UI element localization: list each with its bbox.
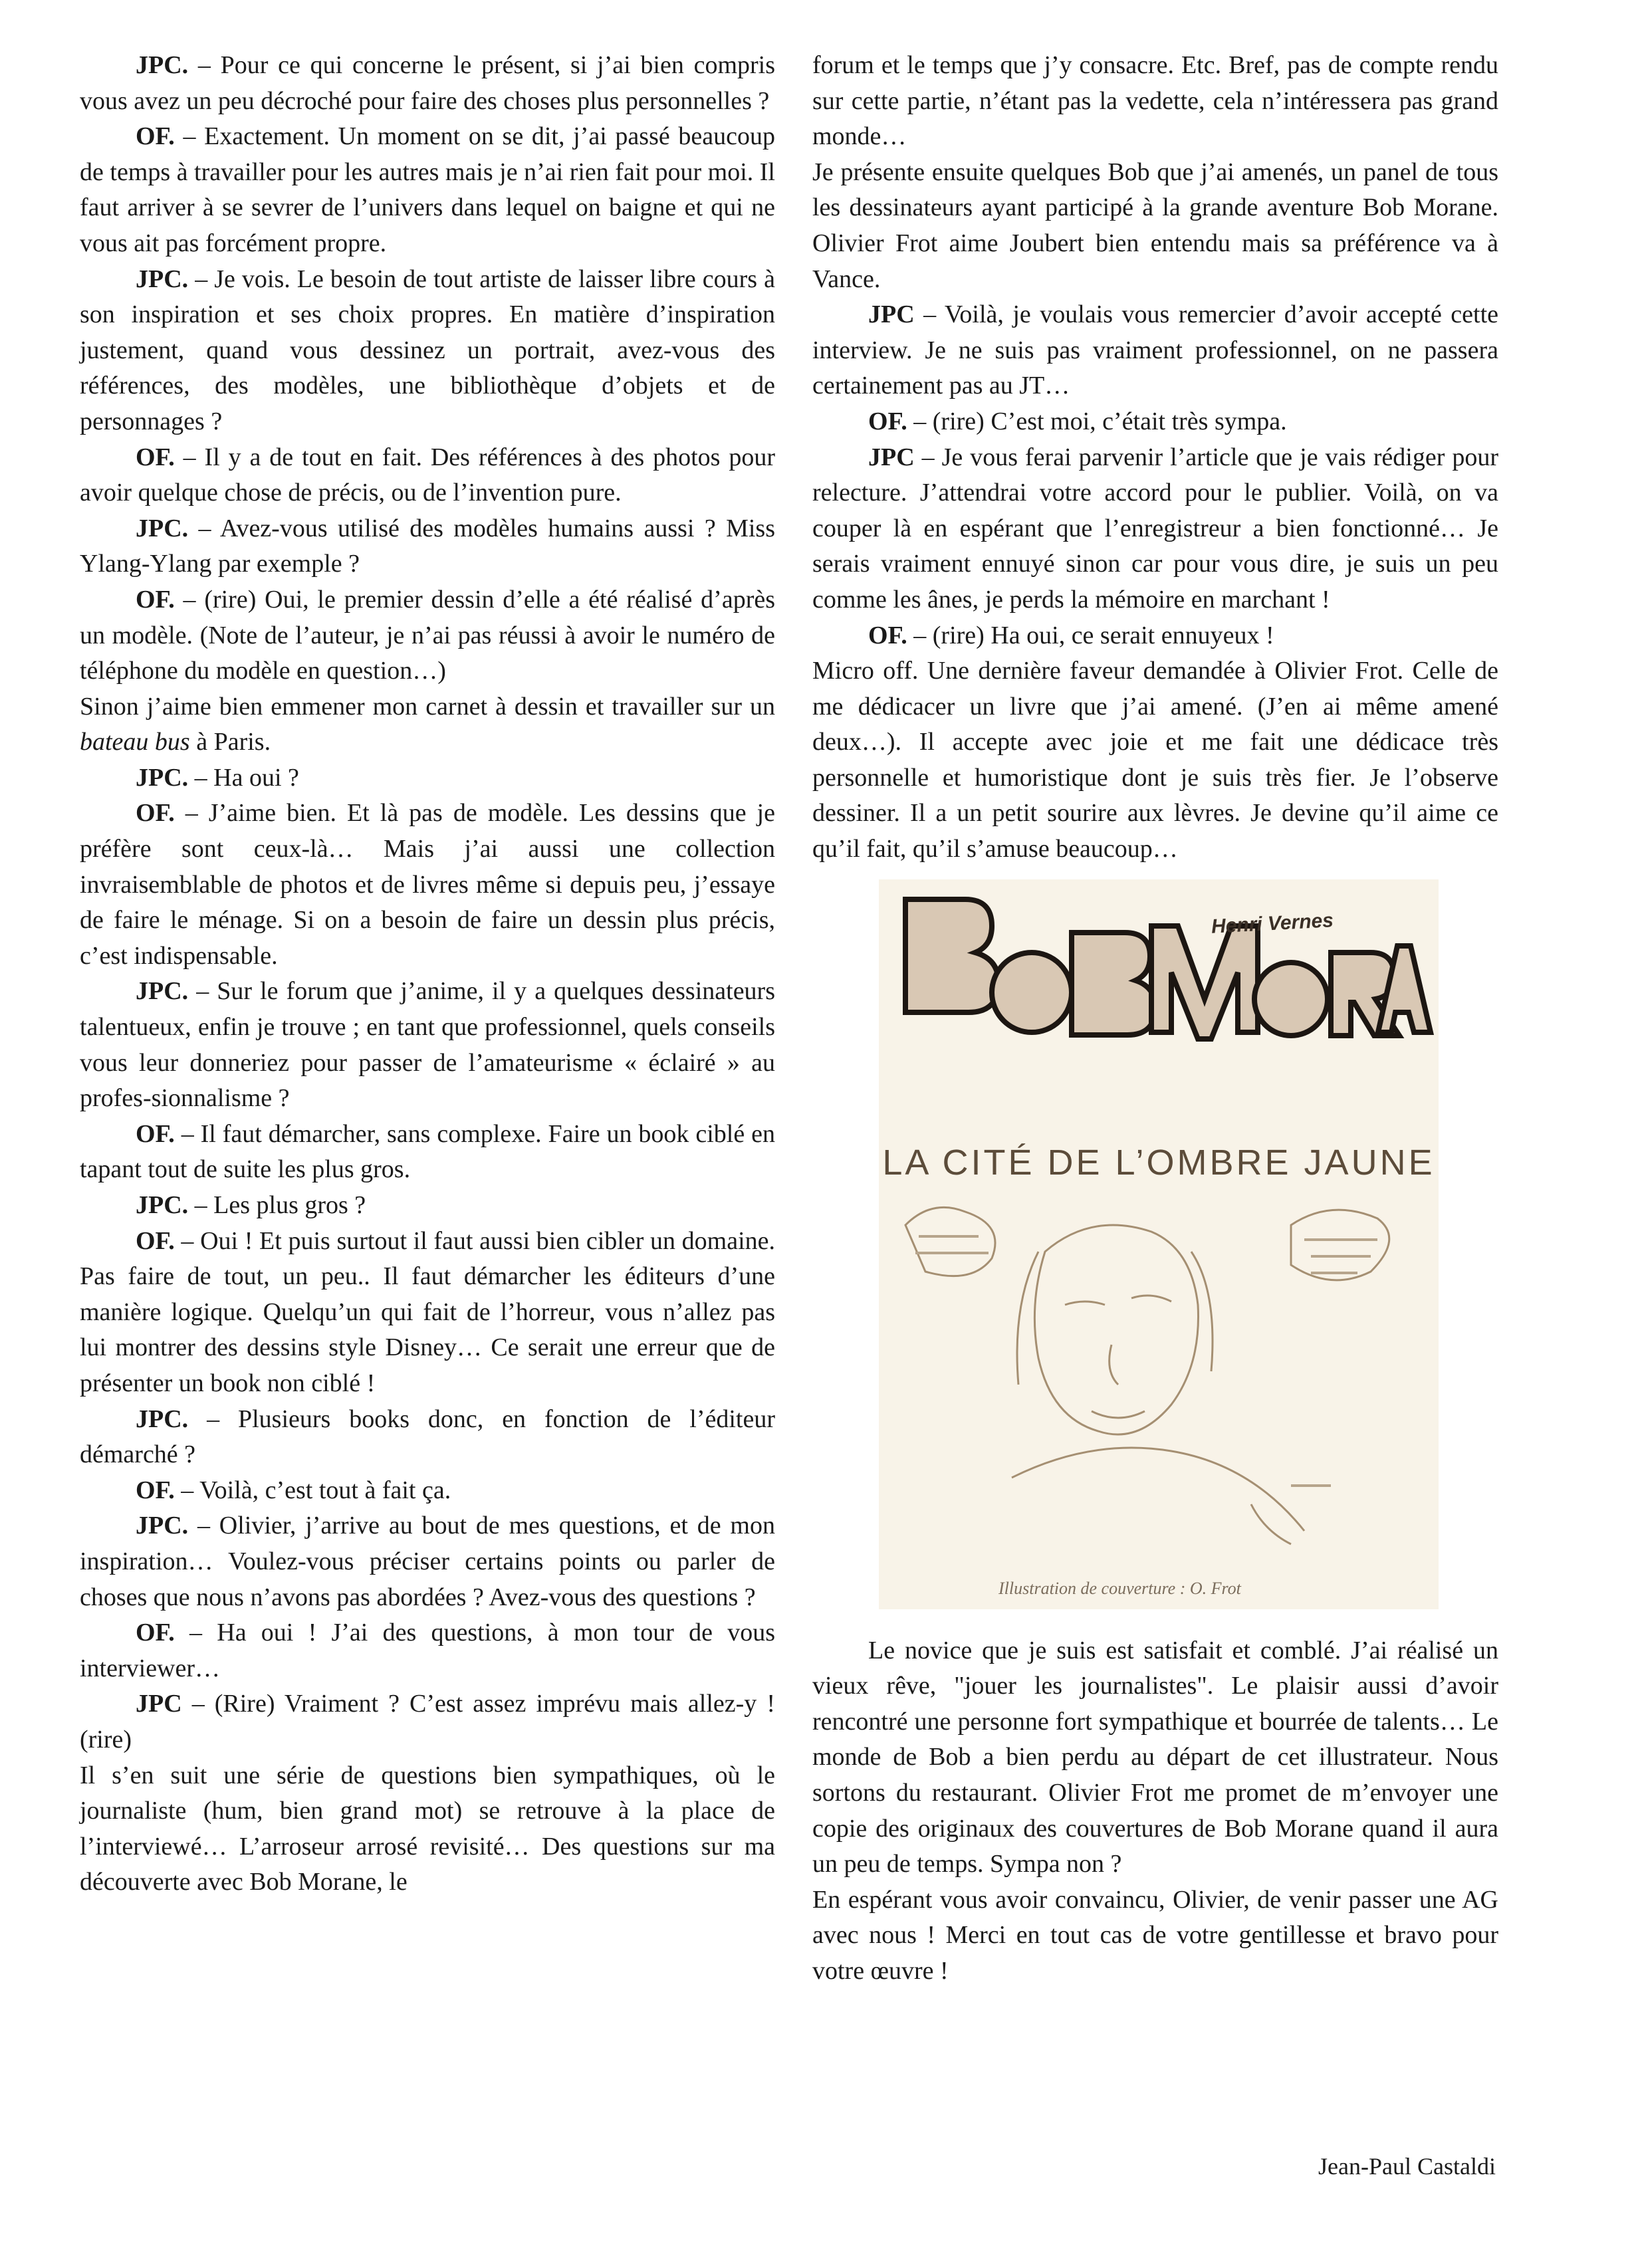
- speaker-label: JPC.: [136, 1191, 189, 1219]
- paragraph: [812, 618, 1498, 654]
- italic-text: bateau bus: [80, 728, 190, 756]
- paragraph: [80, 689, 775, 760]
- paragraph-text: – Exactement. Un moment on se dit, j’ai passé beaucoup de temps à travailler pour les autres mais je n’ai rien fait pour moi. Il faut arriver à se sevrer de l’univers dans lequel on baigne et qui ne vous ait pas forcément propre.: [80, 122, 775, 257]
- paragraph: [80, 1117, 775, 1188]
- paragraph: [812, 404, 1498, 440]
- paragraph-text-tail: à Paris.: [189, 728, 271, 756]
- paragraph: [812, 1882, 1498, 1989]
- left-column: [80, 48, 775, 1900]
- paragraph: [80, 1402, 775, 1473]
- speaker-label: JPC: [136, 1690, 182, 1718]
- paragraph-text: Le novice que je suis est satisfait et comblé. J’ai réalisé un vieux rêve, "jouer les journalistes". Le plaisir aussi d’avoir rencontré une personne fort sympathique et bourrée de talents… Le monde de Bob a bien perdu au départ de cet illustrateur. Nous sortons du restaurant. Olivier Frot me promet de m’envoyer une copie des originaux des couvertures de Bob Morane quand il aura un peu de temps. Sympa non ?: [812, 1636, 1498, 1878]
- speaker-label: JPC.: [136, 1512, 189, 1540]
- right-column-text: [812, 48, 1498, 867]
- paragraph: [80, 974, 775, 1116]
- paragraph: [80, 582, 775, 689]
- speaker-label: OF.: [868, 407, 907, 435]
- paragraph-text: forum et le temps que j’y consacre. Etc. Bref, pas de compte rendu sur cette partie, n’étant pas la vedette, cela n’intéressera pas grand monde…: [812, 51, 1498, 151]
- paragraph: [80, 760, 775, 796]
- cover-credit: Illustration de couverture : O. Frot: [998, 1578, 1241, 1598]
- paragraph: [812, 653, 1498, 867]
- paragraph-text: – Voilà, c’est tout à fait ça.: [174, 1476, 451, 1504]
- speaker-label: OF.: [136, 1619, 175, 1647]
- speaker-label: JPC: [868, 443, 915, 471]
- paragraph-text: – (rire) Ha oui, ce serait ennuyeux !: [907, 621, 1274, 649]
- paragraph-text: – Il y a de tout en fait. Des références à des photos pour avoir quelque chose de précis, ou de l’invention pure.: [80, 443, 775, 507]
- paragraph: [80, 1615, 775, 1686]
- speaker-label: JPC.: [136, 1405, 189, 1433]
- paragraph-text: – Plusieurs books donc, en fonction de l’éditeur démarché ?: [80, 1405, 775, 1469]
- paragraph: [812, 297, 1498, 404]
- paragraph-text: Sinon j’aime bien emmener mon carnet à dessin et travailler sur un: [80, 692, 775, 721]
- speaker-label: OF.: [868, 621, 907, 649]
- paragraph-text: – (rire) C’est moi, c’était très sympa.: [907, 407, 1287, 435]
- speaker-label: JPC.: [136, 763, 189, 792]
- paragraph-text: Il s’en suit une série de questions bien sympathiques, où le journaliste (hum, bien grand mot) se retrouve à la place de l’interviewé… L’arroseur arrosé revisité… Des questions sur ma découverte avec Bob Morane, le: [80, 1761, 775, 1896]
- speaker-label: JPC.: [136, 977, 189, 1006]
- paragraph-text: – Il faut démarcher, sans complexe. Faire un book ciblé en tapant tout de suite les plus gros.: [80, 1119, 775, 1184]
- book-cover-illustration: [879, 879, 1439, 1609]
- paragraph-text: – Je vous ferai parvenir l’article que je vais rédiger pour relecture. J’attendrai votre accord pour le publier. Voilà, on va couper là en espérant que l’enregistreur a bien fonctionné… Je serais vraiment ennuyé sinon car pour vous dire, je suis un peu comme les ânes, je perds la mémoire en marchant !: [812, 443, 1498, 614]
- paragraph: [80, 1508, 775, 1615]
- paragraph: [80, 119, 775, 261]
- paragraph: [812, 48, 1498, 155]
- speaker-label: JPC: [868, 300, 915, 329]
- paragraph: [812, 155, 1498, 297]
- paragraph-text: – Ha oui ! J’ai des questions, à mon tour de vous interviewer…: [80, 1619, 775, 1682]
- paragraph: [80, 1758, 775, 1900]
- paragraph-text: – Ha oui ?: [188, 763, 299, 792]
- speaker-label: JPC.: [136, 51, 189, 79]
- paragraph-text: – J’aime bien. Et là pas de modèle. Les dessins que je préfère sont ceux-là… Mais j’ai aussi une collection invraisemblable de photos et de livres même si depuis peu, j’essaye de faire le ménage. Si on a besoin de faire un dessin plus précis, c’est indispensable.: [80, 799, 775, 970]
- paragraph-text: – Voilà, je voulais vous remercier d’avoir accepté cette interview. Je ne suis pas vraiment professionnel, on ne passera certainement pas au JT…: [812, 300, 1498, 400]
- paragraph: [80, 1188, 775, 1224]
- speaker-label: OF.: [136, 122, 175, 151]
- paragraph-text: – (rire) Oui, le premier dessin d’elle a été réalisé d’après un modèle. (Note de l’auteur, je n’ai pas réussi à avoir le numéro de téléphone du modèle en question…): [80, 585, 775, 685]
- speaker-label: OF.: [136, 585, 175, 614]
- paragraph: [80, 48, 775, 119]
- speaker-label: OF.: [136, 1119, 175, 1148]
- cover-author: Henri Vernes: [1211, 909, 1334, 938]
- paragraph: [80, 1686, 775, 1758]
- paragraph: [812, 440, 1498, 618]
- cover-title: LA CITÉ DE L’OMBRE JAUNE: [882, 1142, 1435, 1183]
- paragraph-text: – (Rire) Vraiment ? C’est assez imprévu mais allez-y ! (rire): [80, 1690, 775, 1754]
- paragraph-text: – Je vois. Le besoin de tout artiste de laisser libre cours à son inspiration et ses choix propres. En matière d’inspiration justement, quand vous dessinez un portrait, avez-vous des références, des modèles, une bibliothèque d’objets et de personnages ?: [80, 265, 775, 435]
- paragraph-text: – Olivier, j’arrive au bout de mes questions, et de mon inspiration… Voulez-vous préciser certains points ou parler de choses que nous n’avons pas abordées ? Avez-vous des questions ?: [80, 1512, 775, 1611]
- paragraph-text: – Pour ce qui concerne le présent, si j’ai bien compris vous avez un peu décroché pour faire des choses plus personnelles ?: [80, 51, 775, 115]
- paragraph: [80, 1473, 775, 1509]
- paragraph: [80, 440, 775, 511]
- paragraph-text: En espérant vous avoir convaincu, Olivier, de venir passer une AG avec nous ! Merci en tout cas de votre gentillesse et bravo pour votre œuvre !: [812, 1885, 1498, 1985]
- paragraph-text: – Les plus gros ?: [188, 1191, 366, 1219]
- cover-artwork: [879, 879, 1439, 1609]
- paragraph-text: Micro off. Une dernière faveur demandée à Olivier Frot. Celle de me dédicacer un livre que j’ai amené. (J’en ai même amené deux…). Il accepte avec joie et me fait une dédicace très personnelle et humoristique dont je suis très fier. Je l’observe dessiner. Il a un petit sourire aux lèvres. Je devine qu’il aime ce qu’il fait, qu’il s’amuse beaucoup…: [812, 657, 1498, 863]
- speaker-label: JPC.: [136, 514, 189, 542]
- right-column: [812, 48, 1498, 1989]
- speaker-label: JPC.: [136, 265, 189, 293]
- author-signature: Jean-Paul Castaldi: [1318, 2153, 1496, 2180]
- paragraph-text: – Avez-vous utilisé des modèles humains aussi ? Miss Ylang-Ylang par exemple ?: [80, 514, 775, 578]
- speaker-label: OF.: [136, 1476, 175, 1504]
- speaker-label: OF.: [136, 1226, 175, 1255]
- paragraph: [80, 511, 775, 582]
- paragraph-text: – Oui ! Et puis surtout il faut aussi bien cibler un domaine. Pas faire de tout, un peu.. Il faut démarcher les éditeurs d’une manière logique. Quelqu’un qui fait de l’horreur, vous n’allez pas lui montrer des dessins style Disney… Ce serait une erreur que de présenter un book non ciblé !: [80, 1226, 775, 1397]
- speaker-label: OF.: [136, 799, 175, 828]
- paragraph: [80, 1224, 775, 1402]
- paragraph: [80, 796, 775, 974]
- paragraph-text: – Sur le forum que j’anime, il y a quelques dessinateurs talentueux, enfin je trouve ; en tant que professionnel, quels conseils vous leur donneriez pour passer de l’amateurisme « éclairé » au profes-sionnalisme ?: [80, 977, 775, 1113]
- right-column-conclusion: [812, 1633, 1498, 1989]
- paragraph-text: Je présente ensuite quelques Bob que j’ai amenés, un panel de tous les dessinateurs ayant participé à la grande aventure Bob Morane. Olivier Frot aime Joubert bien entendu mais sa préférence va à Vance.: [812, 158, 1498, 293]
- paragraph: [812, 1633, 1498, 1882]
- paragraph: [80, 262, 775, 440]
- speaker-label: OF.: [136, 443, 175, 471]
